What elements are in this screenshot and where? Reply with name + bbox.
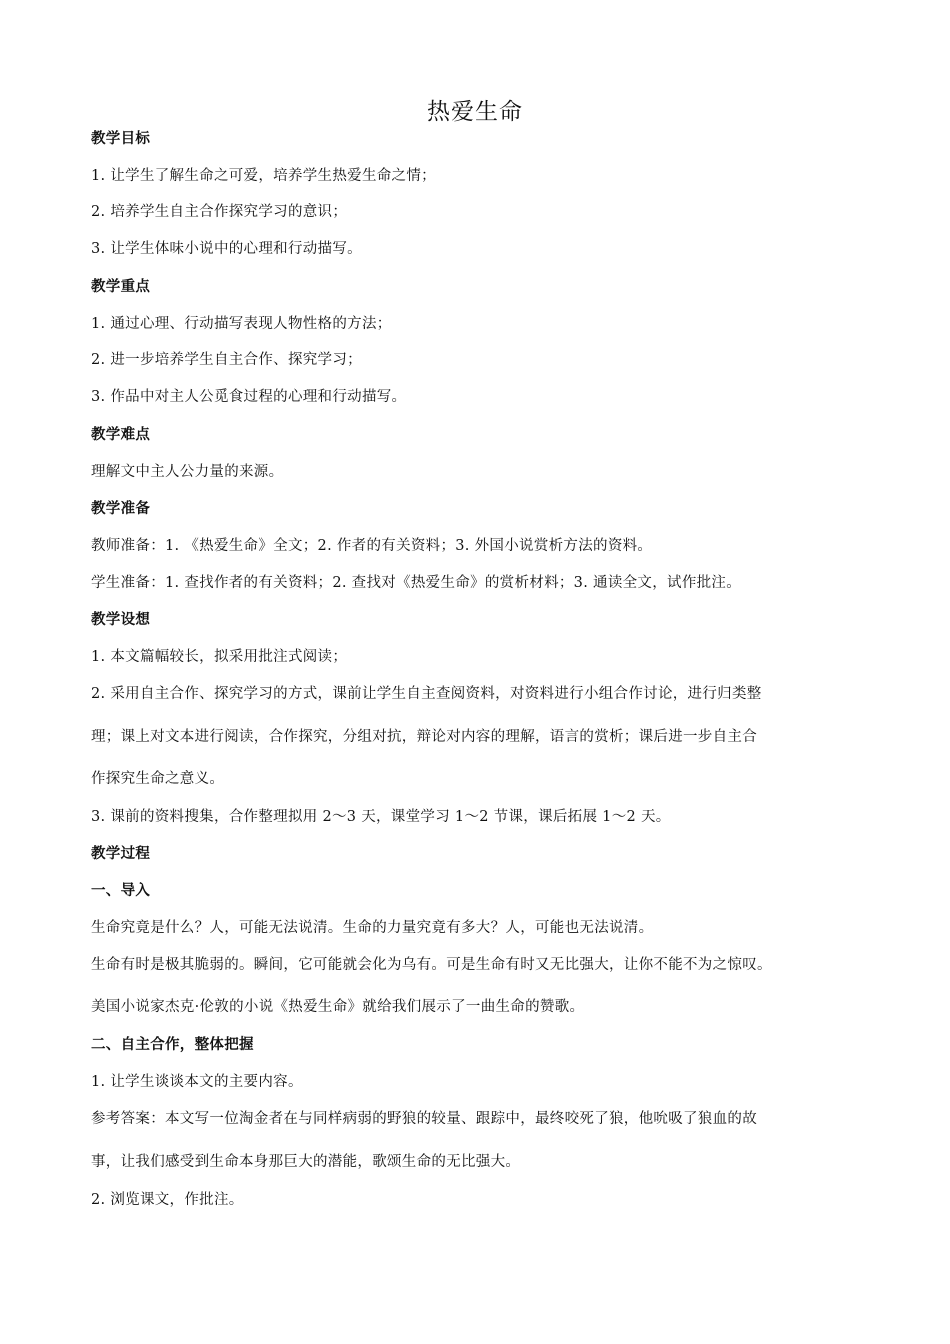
section-heading: 一、导入 [91,883,151,899]
paragraph: 1. 让学生了解生命之可爱，培养学生热爱生命之情； [91,168,436,184]
paragraph: 1. 本文篇幅较长，拟采用批注式阅读； [91,649,348,665]
paragraph: 2. 采用自主合作、探究学习的方式，课前让学生自主查阅资料，对资料进行小组合作讨论，进行归类整 [91,686,762,702]
paragraph: 事，让我们感受到生命本身那巨大的潜能，歌颂生命的无比强大。 [91,1154,521,1170]
paragraph: 理；课上对文本进行阅读，合作探究，分组对抗，辩论对内容的理解，语言的赏析；课后进一步自主合 [91,729,757,745]
section-heading: 教学目标 [91,131,151,147]
paragraph: 3. 课前的资料搜集，合作整理拟用 2～3 天，课堂学习 1～2 节课，课后拓展 1～2 天。 [91,809,671,825]
paragraph: 理解文中主人公力量的来源。 [91,464,284,480]
section-heading: 教学设想 [91,612,151,628]
section-heading: 教学重点 [91,279,151,295]
section-heading: 教学过程 [91,846,151,862]
paragraph: 教师准备：1. 《热爱生命》全文；2. 作者的有关资料；3. 外国小说赏析方法的资料。 [91,538,653,554]
paragraph: 美国小说家杰克·伦敦的小说《热爱生命》就给我们展示了一曲生命的赞歌。 [91,999,585,1015]
section-heading: 教学难点 [91,427,151,443]
paragraph: 2. 进一步培养学生自主合作、探究学习； [91,352,362,368]
document-title: 热爱生命 [427,99,523,125]
paragraph: 学生准备：1. 查找作者的有关资料；2. 查找对《热爱生命》的赏析材料；3. 通读全文，试作批注。 [91,575,742,591]
section-heading: 二、自主合作，整体把握 [91,1037,254,1053]
paragraph: 参考答案：本文写一位淘金者在与同样病弱的野狼的较量、跟踪中，最终咬死了狼，他吮吸了狼血的故 [91,1111,757,1127]
paragraph: 生命有时是极其脆弱的。瞬间，它可能就会化为乌有。可是生命有时又无比强大，让你不能不为之惊叹。 [91,957,772,973]
paragraph: 3. 让学生体味小说中的心理和行动描写。 [91,241,362,257]
section-heading: 教学准备 [91,501,151,517]
paragraph: 作探究生命之意义。 [91,771,225,787]
paragraph: 1. 通过心理、行动描写表现人物性格的方法； [91,316,392,332]
paragraph: 2. 培养学生自主合作探究学习的意识； [91,204,348,220]
paragraph: 2. 浏览课文，作批注。 [91,1192,244,1208]
paragraph: 3. 作品中对主人公觅食过程的心理和行动描写。 [91,389,407,405]
paragraph: 生命究竟是什么？人，可能无法说清。生命的力量究竟有多大？人，可能也无法说清。 [91,920,654,936]
paragraph: 1. 让学生谈谈本文的主要内容。 [91,1074,303,1090]
